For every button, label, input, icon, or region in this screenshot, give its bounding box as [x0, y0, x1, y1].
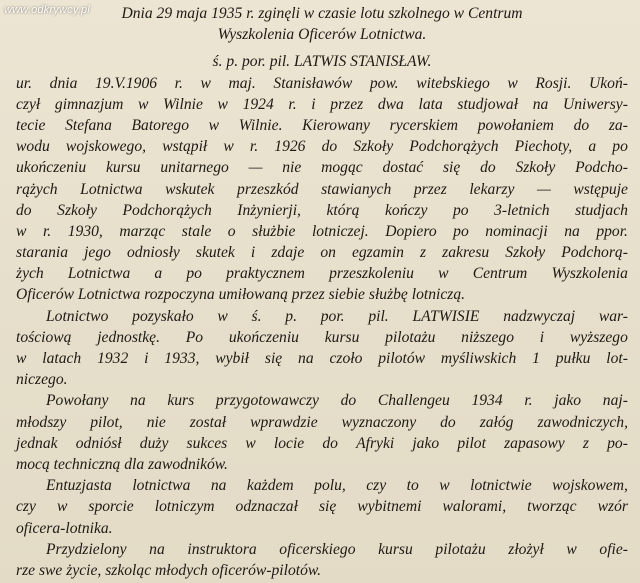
- name-line: ś. p. por. pil. LATWIS STANISŁAW.: [212, 53, 432, 71]
- paragraph: [16, 475, 628, 539]
- text-line: ukończeniu kursu unitarnego — nie mogąc dostać się do Szkoły Podcho-: [16, 159, 628, 177]
- paragraph: [16, 539, 628, 581]
- text-line: Lotnictwo pozyskało w ś. p. por. pil. LATWISIE nadzwyczaj war-: [46, 307, 628, 325]
- text-line: czy w sporcie lotniczym odznaczał się wybitnemi walorami, tworząc wzór: [16, 498, 628, 516]
- text-line: niczego.: [16, 371, 68, 389]
- text-line: ur. dnia 19.V.1906 r. w maj. Stanisławów pow. witebskiego w Rosji. Ukoń-: [16, 74, 628, 92]
- text-line: Przydzielony na instruktora oficerskiego kursu pilotażu złożył w ofie-: [46, 540, 628, 558]
- text-line: Entuzjasta lotnictwa na każdem polu, czy to w lotnictwie wojskowem,: [46, 477, 628, 495]
- text-line: w r. 1930, marząc stale o służbie lotniczej. Dopiero po nominacji na ppor.: [16, 222, 628, 240]
- text-line: w latach 1932 i 1933, wybił się na czoło pilotów myśliwskich 1 pułku lot-: [16, 350, 628, 367]
- text-line: mocą techniczną dla zawodników.: [16, 455, 228, 473]
- text-line: tościową jednostkę. Po ukończeniu kursu pilotażu niższego i wyższego: [16, 328, 628, 346]
- text-line: wodu wojskowego, wstąpił w r. 1926 do Szkoły Podchorążych Piechoty, a po: [16, 138, 628, 156]
- text-line: starania jego odniosły skutek i zdaje on egzamin z zakresu Szkoły Podchorą-: [16, 244, 628, 262]
- heading-line-2: Wyszkolenia Oficerów Lotnictwa.: [217, 26, 427, 44]
- paragraph: [16, 73, 628, 306]
- text-line: jednak odniósł duży sukces w locie do Afryki jako pilot zapasowy z po-: [16, 434, 628, 452]
- text-line: rążych Lotnictwa wskutek przeszkód stawianych przez lekarzy — wstępuje: [16, 180, 628, 198]
- text-line: czył gimnazjum w Wilnie w 1924 r. i przez dwa lata studjował na Uniwersy-: [16, 95, 628, 113]
- text-line: Oficerów Lotnictwa rozpoczyna umiłowaną przez siebie służbę lotniczą.: [16, 286, 466, 304]
- text-line: do Szkoły Podchorążych Inżynierji, którą kończy po 3-letnich studjach: [16, 201, 628, 219]
- paragraphs: [16, 73, 628, 582]
- text-line: rze swe życie, szkoląc młodych oficerów-pilotów.: [16, 561, 322, 579]
- text-line: oficera-lotnika.: [16, 519, 113, 537]
- watermark: www.odkrywcy.pl: [4, 4, 90, 16]
- heading-line-1: Dnia 29 maja 1935 r. zginęli w czasie lotu szkolnego w Centrum: [121, 5, 523, 22]
- document-body: [16, 3, 628, 581]
- text-line: Powołany na kurs przygotowawczy do Challengeu 1934 r. jako naj-: [46, 392, 628, 410]
- text-line: tecie Stefana Batorego w Wilnie. Kierowany rycerskiem powołaniem do za-: [16, 116, 628, 134]
- paragraph: [16, 390, 628, 475]
- text-line: żych Lotnictwa a po praktycznem przeszkoleniu w Centrum Wyszkolenia: [16, 265, 628, 283]
- paragraph: [16, 306, 628, 391]
- text-line: młodszy pilot, nie został wprawdzie wyznaczony do załóg zawodniczych,: [16, 413, 628, 431]
